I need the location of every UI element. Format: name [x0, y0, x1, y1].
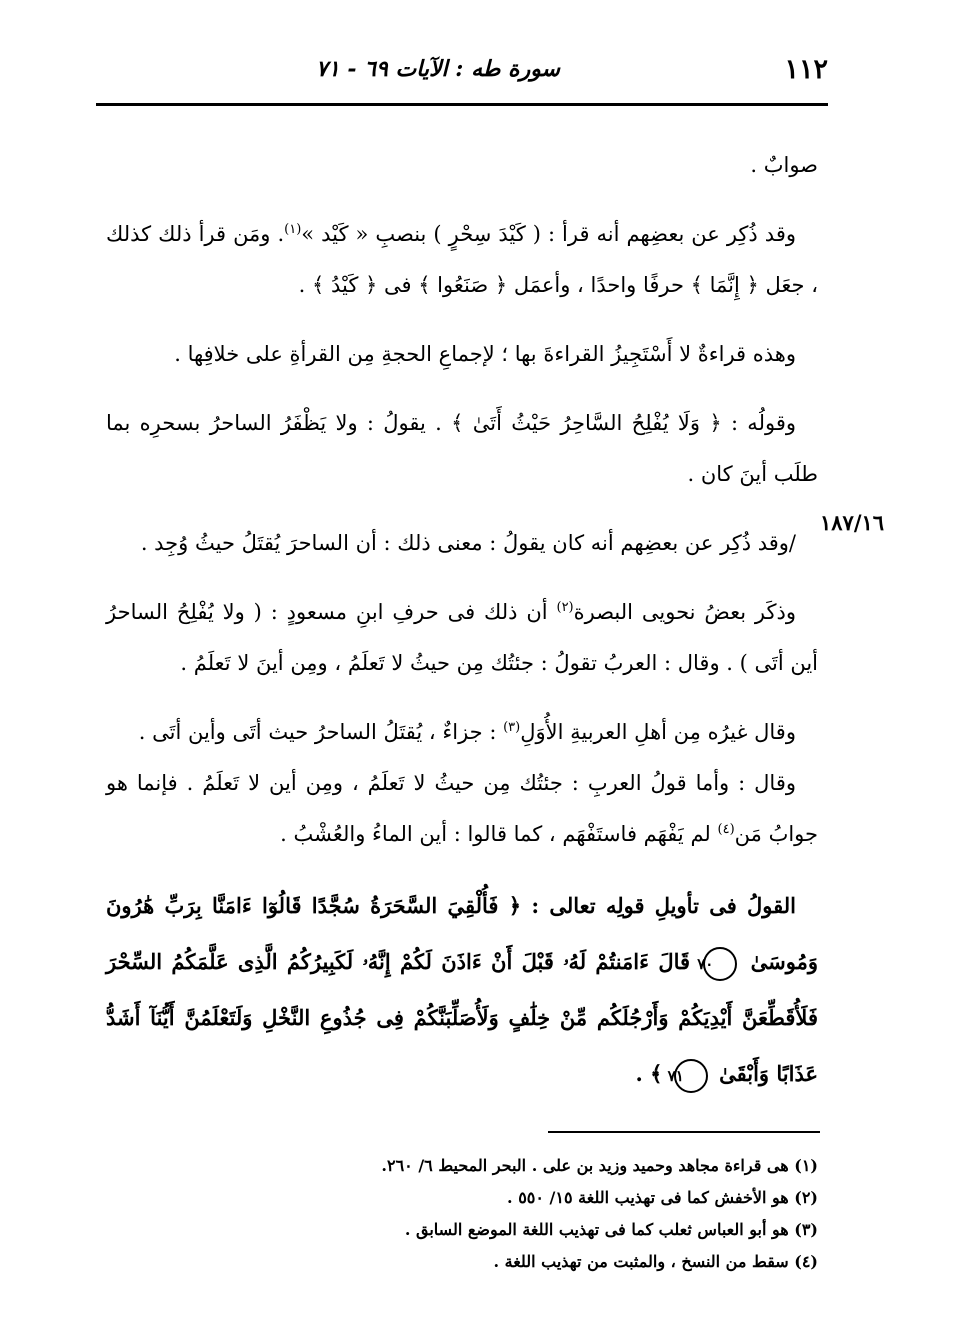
paragraph: [106, 587, 818, 689]
page-number: ١١٢: [784, 54, 828, 85]
footnote: (١) هى قراءة مجاهد وحميد وزيد بن على . البحر المحيط ٦/ ٢٦٠.: [381, 1156, 818, 1175]
paragraph-text: وقد ذُكِر عن بعضِهم أنه قرأ : ( كَيْدَ سِحْرٍ ) بنصبِ « كَيْد »: [301, 222, 796, 246]
paragraph: [106, 758, 818, 860]
main-text: [106, 140, 818, 1120]
paragraph-text: لم يَفْهَم فاستَفْهَم ، كما قالوا : أين الماءُ والعُشْبُ .: [280, 822, 718, 846]
paragraph-text: : جزاءٌ ، يُقتَلُ الساحرُ حيث أتَى وأين أتَى .: [138, 720, 504, 744]
running-head: [96, 52, 828, 98]
verse-text: قَالَ ءَامَنتُمْ لَهُۥ قَبْلَ أَنْ ءَاذَنَ لَكُمْ إِنَّهُۥ لَكَبِيرُكُمُ الَّذِى عَلَّمَكُمُ السِّحْرَ فَلَأُقَطِّعَنَّ أَيْدِيَكُمْ وَأَرْجُلَكُم مِّنْ خِلَٰفٍ وَلَأُصَلِّبَنَّكُمْ فِى جُذُوعِ النَّخْلِ وَلَتَعْلَمُنَّ أَيُّنَآ أَشَدُّ عَذَابًا وَأَبْقَىٰ: [106, 949, 818, 1086]
verse-number-marker: ٧٠: [703, 947, 737, 981]
footnotes: [106, 1150, 818, 1278]
paragraph-text: وقال غيرُه مِن أهلِ العربيةِ الأُوَلِ: [520, 720, 796, 744]
paragraph: [106, 518, 818, 569]
verse-number-marker: ٧١: [674, 1059, 708, 1093]
paragraph: [106, 140, 818, 191]
verse-paragraph: [106, 878, 818, 1102]
paragraph-text: . ومَن قرأ ذلك كذلك ، جعَل ﴿ إِنَّمَا ﴾ حرفًا واحدًا ، وأعمَل ﴿ صَنَعُوا ﴾ فى ﴿ كَيْدُ ﴾ .: [106, 222, 818, 297]
footnote-divider: [548, 1131, 820, 1133]
paragraph: [106, 329, 818, 380]
paragraph: [106, 398, 818, 500]
paragraph-text: وقال : وأما قولُ العربِ : جئتُك مِن حيثُ لا تَعلَمُ ، ومِن أين لا تَعلَمُ . فإنما هو جوابُ مَن: [106, 771, 818, 846]
paragraph-text: /وقد ذُكِر عن بعضِهم أنه كان يقولُ : معنى ذلك : أن الساحرَ يُقتَلُ حيثُ وُجِد .: [140, 531, 796, 555]
paragraph-text: وذكَر بعضُ نحويى البصرة: [573, 600, 796, 624]
running-title: سورة طه : الآيات ٦٩ - ٧١: [316, 56, 560, 82]
paragraph-text: وقولُه : ﴿ وَلَا يُفْلِحُ السَّاحِرُ حَيْثُ أَتَىٰ ﴾ . يقولُ : ولا يَظْفَرُ الساحرُ بسحرِه بما طلَب أينَ كان .: [106, 411, 818, 486]
header-divider: [96, 103, 828, 106]
footnote-mark: (١): [284, 222, 302, 237]
footnote: (٣) هو أبو العباس ثعلب كما فى تهذيب اللغة الموضع السابق .: [404, 1220, 818, 1239]
footnote-mark: (٣): [503, 720, 521, 735]
paragraph: [106, 209, 818, 311]
paragraph: [106, 707, 818, 758]
footnote-mark: (٢): [556, 600, 574, 615]
paragraph-text: صوابٌ .: [750, 153, 818, 177]
verse-text: القولُ فى تأويلِ قولِه تعالى : ﴿ فَأُلْقِيَ السَّحَرَةُ سُجَّدًا قَالُوٓا ءَامَنَّا بِرَبِّ هَٰرُونَ وَمُوسَىٰ: [106, 893, 818, 974]
footnote: (٤) سقط من النسخ ، والمثبت من تهذيب اللغة .: [493, 1252, 818, 1271]
paragraph-text: أن ذلك فى حرفِ ابنِ مسعودٍ : ( ولا يُفْلِحُ الساحرُ أين أتَى ) . وقال : العربُ تقولُ : جئتُك مِن حيثُ لا تَعلَمُ ، ومِن أينَ لا تَعلَمُ .: [106, 600, 818, 675]
footnote: (٢) هو الأخفش كما فى تهذيب اللغة ١٥/ ٥٥٠ .: [507, 1188, 818, 1207]
paragraph-text: وهذه قراءةٌ لا أَسْتَجِيزُ القراءةَ بها ؛ لإجماعِ الحجةِ مِن القرأةِ على خلافِها .: [174, 342, 796, 366]
verse-text: ﴾ .: [635, 1061, 670, 1086]
margin-page-reference: ١٨٧/١٦: [820, 510, 885, 535]
footnote-mark: (٤): [717, 822, 735, 837]
